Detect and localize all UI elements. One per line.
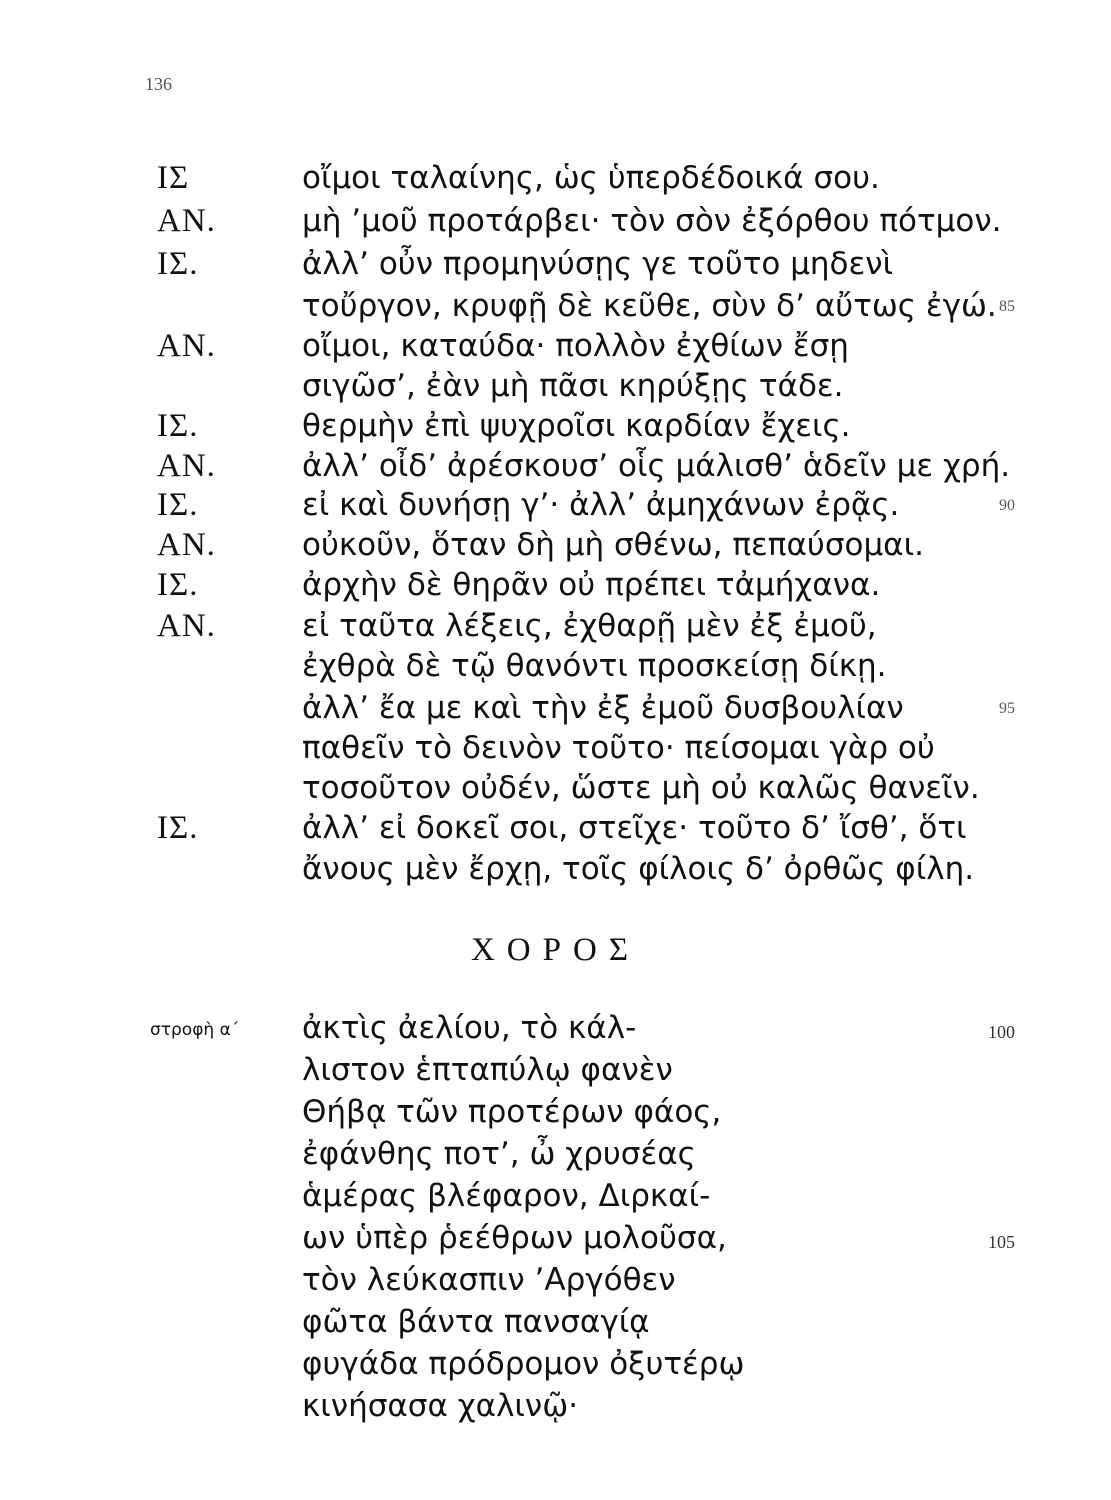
chorus-line bbox=[0, 1346, 1111, 1390]
verse-text: ἐχθρὰ δὲ τῷ θανόντι προσκείσῃ δίκῃ. bbox=[302, 648, 887, 684]
verse-text: ἀλλ’ ἔα με καὶ τὴν ἐξ ἐμοῦ δυσβουλίαν bbox=[302, 690, 904, 726]
chorus-text: ἐφάνθης ποτ’, ὦ χρυσέας bbox=[302, 1136, 696, 1172]
verse-text: παθεῖν τὸ δεινὸν τοῦτο· πείσομαι γὰρ οὐ bbox=[302, 730, 935, 766]
verse-line bbox=[0, 648, 1111, 692]
verse-line bbox=[0, 608, 1111, 652]
chorus-text: φυγάδα πρόδρομον ὀξυτέρῳ bbox=[302, 1346, 745, 1382]
line-number: 95 bbox=[999, 700, 1015, 717]
chorus-text: τὸν λεύκασπιν ’Αργόθεν bbox=[302, 1262, 676, 1298]
verse-line bbox=[0, 246, 1111, 290]
speaker-label: ΑΝ. bbox=[157, 608, 216, 644]
chorus-line bbox=[0, 1388, 1111, 1432]
chorus-line bbox=[0, 1010, 1111, 1054]
verse-line bbox=[0, 730, 1111, 774]
verse-text: ἀλλ’ εἰ δοκεῖ σοι, στεῖχε· τοῦτο δ’ ἴσθ’, ὅτι bbox=[302, 810, 967, 846]
speaker-label: ΙΣ. bbox=[157, 408, 199, 444]
verse-line bbox=[0, 770, 1111, 814]
chorus-text: ἀκτὶς ἀελίου, τὸ κάλ- bbox=[302, 1010, 637, 1046]
verse-text: σιγῶσ’, ἐὰν μὴ πᾶσι κηρύξῃς τάδε. bbox=[302, 368, 844, 404]
verse-text: θερμὴν ἐπὶ ψυχροῖσι καρδίαν ἔχεις. bbox=[302, 408, 851, 444]
speaker-label: ΑΝ. bbox=[157, 527, 216, 563]
chorus-line bbox=[0, 1178, 1111, 1222]
chorus-text: φῶτα βάντα πανσαγίᾳ bbox=[302, 1304, 650, 1340]
verse-line bbox=[0, 160, 1111, 204]
verse-line bbox=[0, 448, 1111, 492]
verse-line bbox=[0, 851, 1111, 895]
chorus-text: κινήσασα χαλινῷ· bbox=[302, 1388, 579, 1424]
speaker-label: ΙΣ bbox=[157, 160, 190, 196]
chorus-line bbox=[0, 1220, 1111, 1264]
verse-text: τοσοῦτον οὐδέν, ὥστε μὴ οὐ καλῶς θανεῖν. bbox=[302, 770, 980, 806]
speaker-label: ΙΣ. bbox=[157, 246, 199, 282]
chorus-line bbox=[0, 1262, 1111, 1306]
verse-text: οὐκοῦν, ὅταν δὴ μὴ σθένω, πεπαύσομαι. bbox=[302, 527, 924, 563]
verse-text: μὴ ’μοῦ προτάρβει· τὸν σὸν ἐξόρθου πότμον. bbox=[302, 203, 1002, 239]
line-number: 105 bbox=[988, 1232, 1015, 1252]
chorus-text: ων ὑπὲρ ῥεέθρων μολοῦσα, bbox=[302, 1220, 727, 1256]
chorus-heading: ΧΟΡΟΣ bbox=[470, 932, 641, 968]
chorus-line bbox=[0, 1304, 1111, 1348]
verse-line bbox=[0, 368, 1111, 412]
verse-text: ἀλλ’ οὖν προμηνύσῃς γε τοῦτο μηδενὶ bbox=[302, 246, 894, 282]
verse-line bbox=[0, 487, 1111, 531]
verse-text: ἀλλ’ οἶδ’ ἀρέσκουσ’ οἷς μάλισθ’ ἁδεῖν με χρή. bbox=[302, 448, 1011, 484]
page-number: 136 bbox=[145, 74, 172, 94]
verse-text: ἀρχὴν δὲ θηρᾶν οὐ πρέπει τἀμήχανα. bbox=[302, 567, 881, 603]
speaker-label: ΙΣ. bbox=[157, 487, 199, 523]
strophe-label: στροφὴ α΄ bbox=[150, 1020, 240, 1040]
verse-text: οἴμοι ταλαίνης, ὡς ὑπερδέδοικά σου. bbox=[302, 160, 880, 196]
verse-line bbox=[0, 203, 1111, 247]
verse-line bbox=[0, 567, 1111, 611]
chorus-line bbox=[0, 1052, 1111, 1096]
verse-text: ἄνους μὲν ἔρχῃ, τοῖς φίλοις δ’ ὀρθῶς φίλη. bbox=[302, 851, 975, 887]
line-number: 85 bbox=[999, 298, 1015, 315]
verse-line bbox=[0, 408, 1111, 452]
chorus-text: λιστον ἑπταπύλῳ φανὲν bbox=[302, 1052, 673, 1088]
chorus-line bbox=[0, 1094, 1111, 1138]
verse-text: εἰ καὶ δυνήσῃ γ’· ἀλλ’ ἀμηχάνων ἐρᾷς. bbox=[302, 487, 900, 523]
verse-text: τοὔργον, κρυφῇ δὲ κεῦθε, σὺν δ’ αὔτως ἐγώ. bbox=[302, 288, 997, 324]
speaker-label: ΑΝ. bbox=[157, 203, 216, 239]
chorus-text: Θήβᾳ τῶν προτέρων φάος, bbox=[302, 1094, 722, 1130]
speaker-label: ΑΝ. bbox=[157, 328, 216, 364]
speaker-label: ΙΣ. bbox=[157, 567, 199, 603]
verse-line bbox=[0, 328, 1111, 372]
chorus-text: ἁμέρας βλέφαρον, Διρκαί- bbox=[302, 1178, 711, 1214]
verse-line bbox=[0, 810, 1111, 854]
verse-line bbox=[0, 288, 1111, 332]
verse-line bbox=[0, 527, 1111, 571]
verse-text: οἴμοι, καταύδα· πολλὸν ἐχθίων ἔσῃ bbox=[302, 328, 849, 364]
line-number: 90 bbox=[999, 497, 1015, 514]
verse-text: εἰ ταῦτα λέξεις, ἐχθαρῇ μὲν ἐξ ἐμοῦ, bbox=[302, 608, 877, 644]
verse-line bbox=[0, 690, 1111, 734]
line-number: 100 bbox=[988, 1022, 1015, 1042]
speaker-label: ΙΣ. bbox=[157, 810, 199, 846]
chorus-line bbox=[0, 1136, 1111, 1180]
speaker-label: ΑΝ. bbox=[157, 448, 216, 484]
